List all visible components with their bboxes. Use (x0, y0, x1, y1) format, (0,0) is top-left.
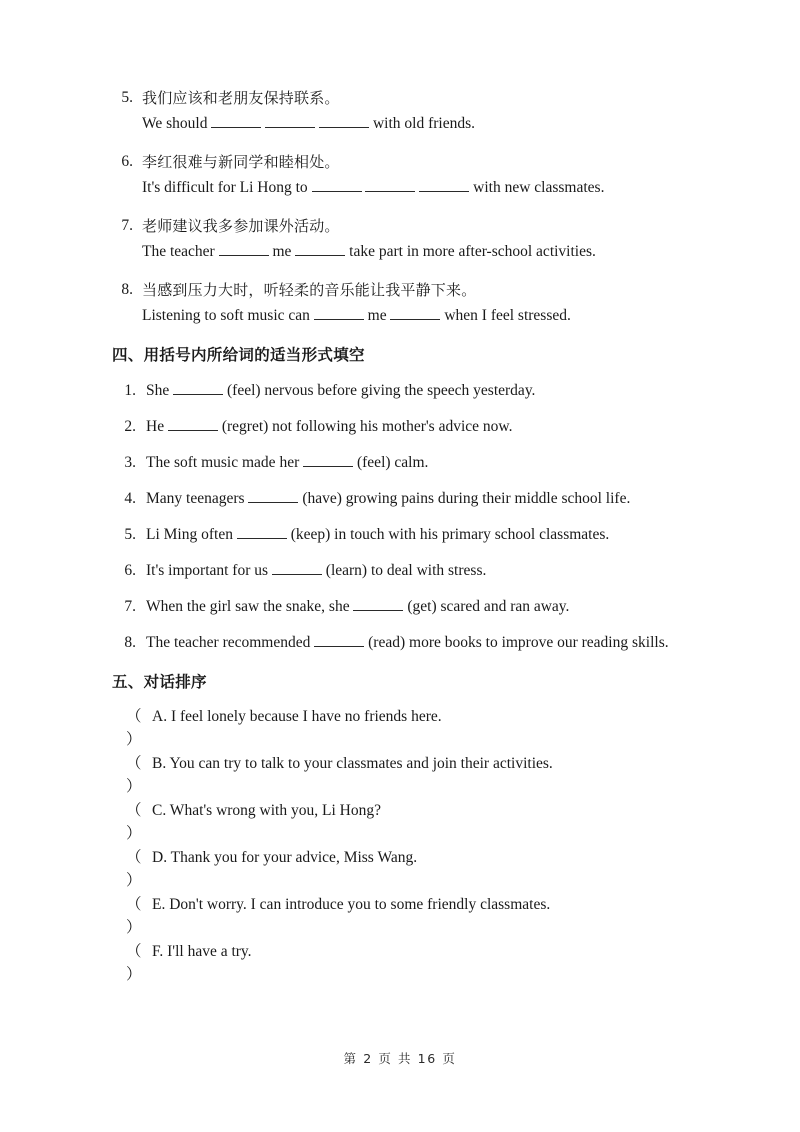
dialogue-line-text: A. I feel lonely because I have no friends here. (152, 708, 442, 725)
fill-in-sentence (146, 486, 672, 511)
answer-blank[interactable] (419, 191, 469, 192)
en-seg: take part in more after-school activities. (345, 243, 596, 260)
fill-in-sentence (146, 522, 672, 547)
english-answer-line (142, 303, 672, 328)
en-seg: It's difficult for Li Hong to (142, 179, 312, 196)
item-number: 7. (121, 217, 133, 234)
en-seg: The teacher (142, 243, 219, 260)
sentence-after-blank: (get) scared and ran away. (403, 598, 570, 615)
english-answer-line (142, 175, 672, 200)
item-body (142, 86, 672, 136)
answer-blank[interactable] (312, 191, 362, 192)
order-answer-bracket[interactable]: （ ） (126, 802, 143, 842)
item-body (142, 150, 672, 200)
item-body (142, 214, 672, 264)
answer-blank[interactable] (314, 646, 364, 647)
sentence-before-blank: The soft music made her (146, 454, 304, 471)
fill-in-item (112, 450, 672, 475)
sentence-before-blank: He (146, 418, 168, 435)
order-answer-bracket[interactable]: （ ） (126, 943, 143, 983)
answer-blank[interactable] (314, 319, 364, 320)
en-seg (315, 115, 319, 132)
dialogue-order-item (126, 752, 672, 798)
chinese-prompt: 老师建议我多参加课外活动。 (142, 217, 340, 235)
translation-exercise-list (112, 86, 672, 328)
answer-blank[interactable] (168, 430, 218, 431)
answer-blank[interactable] (248, 502, 298, 503)
dialogue-order-item (126, 893, 672, 939)
dialogue-line-text: C. What's wrong with you, Li Hong? (152, 802, 381, 819)
translation-item (112, 150, 672, 200)
en-seg (362, 179, 366, 196)
fill-in-sentence (146, 630, 672, 655)
dialogue-line-text: D. Thank you for your advice, Miss Wang. (152, 849, 418, 866)
fill-in-sentence (146, 558, 672, 583)
sentence-after-blank: (feel) nervous before giving the speech yesterday. (223, 382, 536, 399)
chinese-prompt: 我们应该和老朋友保持联系。 (142, 89, 340, 107)
dialogue-line-text: E. Don't worry. I can introduce you to some friendly classmates. (152, 896, 551, 913)
answer-blank[interactable] (272, 574, 322, 575)
fill-in-sentence (146, 378, 672, 403)
answer-blank[interactable] (303, 466, 353, 467)
translation-item (112, 278, 672, 328)
item-number: 5. (121, 89, 133, 106)
item-number: 3. (124, 454, 136, 471)
order-answer-bracket[interactable]: （ ） (126, 849, 143, 889)
sentence-after-blank: (learn) to deal with stress. (321, 562, 487, 579)
sentence-after-blank: (have) growing pains during their middle school life. (298, 490, 631, 507)
section-four-list (112, 378, 672, 655)
answer-blank[interactable] (365, 191, 415, 192)
en-seg: when I feel stressed. (440, 307, 571, 324)
section-four-heading: 四、用括号内所给词的适当形式填空 (112, 346, 365, 364)
item-number: 2. (124, 418, 136, 435)
item-number: 6. (121, 153, 133, 170)
section-five-heading: 五、对话排序 (112, 673, 207, 691)
fill-in-item (112, 414, 672, 439)
fill-in-item (112, 522, 672, 547)
sentence-before-blank: She (146, 382, 174, 399)
translation-item (112, 214, 672, 264)
item-number: 7. (124, 598, 136, 615)
answer-blank[interactable] (353, 610, 403, 611)
en-seg: We should (142, 115, 212, 132)
translation-item (112, 86, 672, 136)
item-number: 6. (124, 562, 136, 579)
sentence-before-blank: Li Ming often (146, 526, 237, 543)
en-seg: with old friends. (369, 115, 476, 132)
answer-blank[interactable] (265, 127, 315, 128)
en-seg (415, 179, 419, 196)
en-seg (261, 115, 265, 132)
dialogue-order-item (126, 846, 672, 892)
order-answer-bracket[interactable]: （ ） (126, 708, 143, 748)
dialogue-order-item (126, 705, 672, 751)
sentence-after-blank: (regret) not following his mother's advice now. (217, 418, 513, 435)
sentence-before-blank: The teacher recommended (146, 634, 315, 651)
item-number: 5. (124, 526, 136, 543)
answer-blank[interactable] (390, 319, 440, 320)
en-seg: me (268, 243, 296, 260)
answer-blank[interactable] (319, 127, 369, 128)
dialogue-order-item (126, 799, 672, 845)
item-number: 1. (124, 382, 136, 399)
sentence-before-blank: It's important for us (146, 562, 272, 579)
page-footer: 第 2 页 共 16 页 (343, 1051, 457, 1066)
fill-in-item (112, 486, 672, 511)
sentence-after-blank: (keep) in touch with his primary school classmates. (286, 526, 610, 543)
dialogue-line-text: F. I'll have a try. (152, 943, 252, 960)
fill-in-item (112, 630, 672, 655)
chinese-prompt: 李红很难与新同学和睦相处。 (142, 153, 340, 171)
order-answer-bracket[interactable]: （ ） (126, 896, 143, 936)
answer-blank[interactable] (173, 394, 223, 395)
sentence-after-blank: (feel) calm. (353, 454, 429, 471)
fill-in-item (112, 594, 672, 619)
item-number: 8. (124, 634, 136, 651)
answer-blank[interactable] (295, 255, 345, 256)
fill-in-item (112, 378, 672, 403)
order-answer-bracket[interactable]: （ ） (126, 755, 143, 795)
item-number: 4. (124, 490, 136, 507)
section-five-list (126, 705, 672, 986)
en-seg: with new classmates. (469, 179, 605, 196)
en-seg: me (363, 307, 391, 324)
fill-in-sentence (146, 414, 672, 439)
item-number: 8. (121, 281, 133, 298)
sentence-before-blank: When the girl saw the snake, she (146, 598, 354, 615)
chinese-prompt: 当感到压力大时，听轻柔的音乐能让我平静下来。 (142, 281, 477, 299)
fill-in-item (112, 558, 672, 583)
sentence-after-blank: (read) more books to improve our reading skills. (364, 634, 669, 651)
item-body (142, 278, 672, 328)
answer-blank[interactable] (219, 255, 269, 256)
dialogue-order-item (126, 940, 672, 986)
sentence-before-blank: Many teenagers (146, 490, 249, 507)
dialogue-line-text: B. You can try to talk to your classmates and join their activities. (152, 755, 553, 772)
page-content (112, 86, 672, 987)
answer-blank[interactable] (211, 127, 261, 128)
en-seg: Listening to soft music can (142, 307, 314, 324)
fill-in-sentence (146, 450, 672, 475)
english-answer-line (142, 239, 672, 264)
fill-in-sentence (146, 594, 672, 619)
answer-blank[interactable] (237, 538, 287, 539)
english-answer-line (142, 111, 672, 136)
